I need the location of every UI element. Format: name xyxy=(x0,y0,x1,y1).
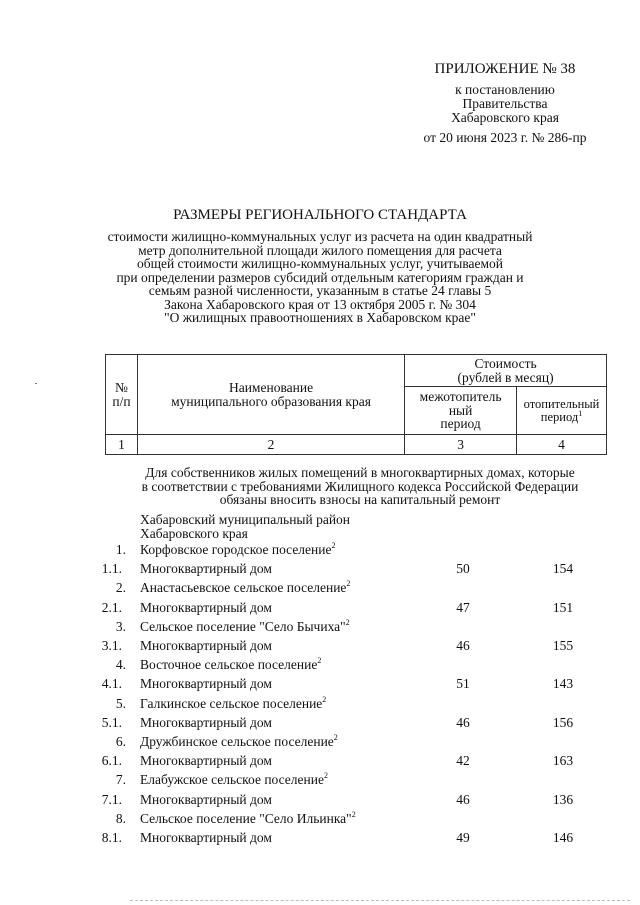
appendix-date: от 20 июня 2023 г. № 286-пр xyxy=(423,130,587,146)
table-row xyxy=(0,581,640,599)
table-row xyxy=(0,793,640,811)
off-season-value: 46 xyxy=(456,714,470,730)
section-note xyxy=(100,466,620,507)
table-header xyxy=(105,354,607,455)
table-row xyxy=(0,658,640,676)
heating-season-value: 143 xyxy=(552,676,574,692)
row-name xyxy=(140,716,272,730)
row-name xyxy=(140,581,350,595)
row-name-text: Многоквартирный дом xyxy=(140,561,272,577)
header-heat-line-2: период xyxy=(540,409,579,424)
row-number: 1. xyxy=(115,542,126,557)
off-season-value: 47 xyxy=(456,599,470,615)
header-name-line-1: Наименование xyxy=(228,380,314,395)
header-cost-line-2: (рублей в месяц) xyxy=(457,369,554,385)
table-row xyxy=(0,735,640,753)
row-name-text: Многоквартирный дом xyxy=(140,676,272,692)
row-name xyxy=(140,543,335,557)
row-number: 4. xyxy=(115,657,126,673)
footnote-mark: 2 xyxy=(322,694,327,704)
row-name xyxy=(140,773,328,787)
footnote-mark: 2 xyxy=(346,579,351,589)
scan-speck xyxy=(35,383,37,384)
off-season-value: 46 xyxy=(456,791,470,807)
index-cell: 4 xyxy=(517,435,607,455)
header-col-name xyxy=(137,355,404,435)
district-heading xyxy=(140,513,440,540)
row-name xyxy=(140,694,327,711)
row-number: 5.1. xyxy=(101,714,122,730)
header-name-line-2: муниципального образования края xyxy=(171,393,371,409)
appendix-title: ПРИЛОЖЕНИЕ № 38 xyxy=(434,61,576,77)
table-row xyxy=(0,677,640,695)
appendix-line-3: Хабаровского края xyxy=(451,110,559,126)
table-row xyxy=(0,562,640,580)
index-cell: 1 xyxy=(106,435,138,455)
off-season-value: 49 xyxy=(456,830,470,845)
row-name-text: Дружбинское сельское поселение xyxy=(140,734,334,749)
footnote-mark: 2 xyxy=(345,617,350,627)
subtitle-line: общей стоимости жилищно-коммунальных услуг, учитываемой xyxy=(136,256,504,271)
row-name xyxy=(140,677,272,691)
table-row xyxy=(0,809,640,830)
header-off-line-1: межотопитель xyxy=(419,389,502,405)
row-number: 4.1. xyxy=(101,676,122,692)
row-name xyxy=(140,809,356,826)
document-title: РАЗМЕРЫ РЕГИОНАЛЬНОГО СТАНДАРТА xyxy=(173,207,467,223)
row-name-text: Многоквартирный дом xyxy=(140,638,272,653)
table-row xyxy=(0,716,640,734)
footnote-mark: 2 xyxy=(333,733,338,742)
row-name-text: Галкинское сельское поселение xyxy=(140,695,323,711)
row-number: 1.1. xyxy=(101,561,122,577)
header-heat-line-1: отопительный xyxy=(523,397,600,411)
off-season-value: 51 xyxy=(456,676,470,692)
row-number: 8. xyxy=(115,810,126,826)
row-number: 3.1. xyxy=(101,638,122,653)
header-heating-season xyxy=(517,387,607,435)
row-number: 7.1. xyxy=(101,791,122,807)
table-row xyxy=(0,694,640,715)
row-name xyxy=(140,658,321,672)
table-row xyxy=(0,773,640,791)
subtitle-line: стоимости жилищно-коммунальных услуг из расчета на один квадратный xyxy=(107,229,533,244)
district-line: Хабаровского края xyxy=(140,525,248,541)
off-season-value: 50 xyxy=(456,561,470,577)
row-name xyxy=(140,562,272,576)
header-col-num xyxy=(106,355,138,435)
footnote-mark: 2 xyxy=(351,809,356,819)
row-name-text: Многоквартирный дом xyxy=(140,791,272,807)
appendix-line-2: Правительства xyxy=(462,95,548,111)
header-cost-line-1: Стоимость xyxy=(474,356,537,371)
row-name-text: Анастасьевское сельское поселение xyxy=(140,580,347,596)
off-season-value: 46 xyxy=(456,638,470,653)
row-name xyxy=(140,735,338,749)
row-number: 2.1. xyxy=(101,599,122,615)
table-row xyxy=(0,543,640,561)
table-row xyxy=(0,639,640,657)
table-row xyxy=(0,831,640,849)
row-name-text: Сельское поселение "Село Ильинка" xyxy=(140,810,352,826)
header-cost xyxy=(405,355,607,387)
row-name xyxy=(140,639,272,653)
heating-season-value: 154 xyxy=(552,561,574,577)
header-off-line-3: период xyxy=(440,416,481,432)
row-number: 8.1. xyxy=(101,830,122,845)
subtitle-line: семьям разной численности, указанным в статье 24 главы 5 xyxy=(148,283,492,298)
subtitle-line: при определении размеров субсидий отдельным категориям граждан и xyxy=(116,269,524,285)
row-name-text: Многоквартирный дом xyxy=(140,753,272,769)
appendix-line-1: к постановлению xyxy=(455,81,555,97)
subtitle-line: метр дополнительной площади жилого помещения для расчета xyxy=(138,242,502,258)
row-number: 2. xyxy=(115,580,126,596)
section-note-line: обязаны вносить взносы на капитальный ремонт xyxy=(219,492,501,507)
table-row xyxy=(0,601,640,619)
subtitle-line: "О жилищных правоотношениях в Хабаровском крае" xyxy=(164,310,476,325)
document-subtitle xyxy=(40,230,600,325)
heating-season-value: 163 xyxy=(552,753,574,769)
row-name-text: Многоквартирный дом xyxy=(140,714,272,730)
subtitle-line: Закона Хабаровского края от 13 октября 2005 г. № 304 xyxy=(164,296,476,312)
heating-season-value: 151 xyxy=(552,599,574,615)
row-name-text: Восточное сельское поселение xyxy=(140,657,318,673)
footnote-mark: 2 xyxy=(323,771,328,781)
row-name xyxy=(140,831,272,845)
row-name-text: Многоквартирный дом xyxy=(140,830,272,845)
page-edge-line xyxy=(130,900,630,901)
appendix-block xyxy=(380,62,630,145)
section-note-line: Для собственников жилых помещений в многоквартирных домах, которые xyxy=(145,465,575,480)
heating-season-value: 155 xyxy=(552,638,574,653)
header-num-label: № п/п xyxy=(112,380,131,409)
heating-season-value: 156 xyxy=(552,714,574,730)
footnote-mark: 2 xyxy=(317,656,322,666)
footnote-mark: 2 xyxy=(331,541,336,550)
row-name-text: Многоквартирный дом xyxy=(140,599,272,615)
row-number: 3. xyxy=(115,618,126,634)
row-name-text: Елабужское сельское поселение xyxy=(140,772,324,788)
header-off-season xyxy=(405,387,517,435)
row-name xyxy=(140,601,272,615)
row-number: 7. xyxy=(115,772,126,788)
district-line: Хабаровский муниципальный район xyxy=(140,512,351,527)
row-name xyxy=(140,793,272,807)
section-note-line: в соответствии с требованиями Жилищного кодекса Российской Федерации xyxy=(141,478,579,494)
heating-season-value: 146 xyxy=(552,830,574,845)
table-row xyxy=(0,617,640,638)
index-cell: 3 xyxy=(405,435,517,455)
row-name xyxy=(140,617,350,634)
table-row xyxy=(0,754,640,772)
header-off-line-2: ный xyxy=(448,402,473,418)
row-name-text: Корфовское городское поселение xyxy=(140,542,332,557)
heating-season-value: 136 xyxy=(552,791,574,807)
off-season-value: 42 xyxy=(456,753,470,769)
row-number: 6. xyxy=(115,734,126,749)
index-cell: 2 xyxy=(137,435,404,455)
row-name xyxy=(140,754,272,768)
row-number: 5. xyxy=(115,695,126,711)
footnote-mark: 1 xyxy=(578,408,583,418)
row-name-text: Сельское поселение "Село Бычиха" xyxy=(140,618,346,634)
row-number: 6.1. xyxy=(101,753,122,769)
